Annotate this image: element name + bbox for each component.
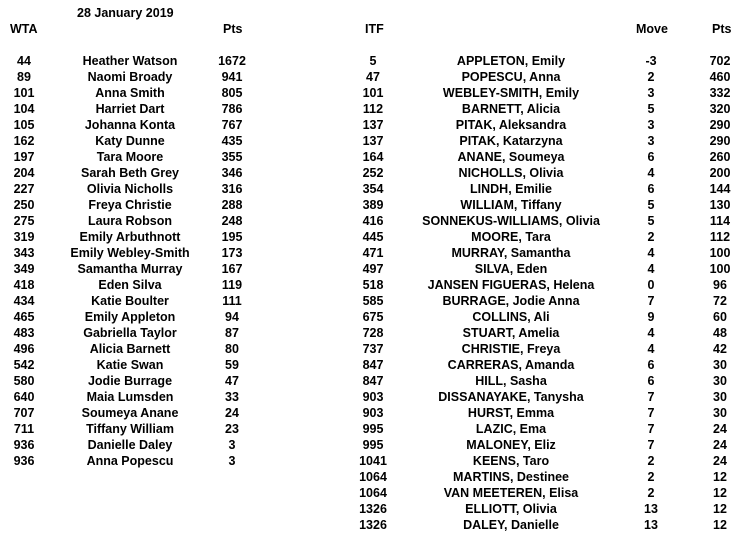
itf-table-row	[0, 133, 743, 149]
itf-table-row	[0, 405, 743, 421]
itf-rank-cell: 518	[362, 278, 384, 292]
itf-pts-cell: 100	[709, 246, 731, 260]
itf-name-cell: MARTINS, Destinee	[453, 470, 569, 484]
itf-table-row	[0, 213, 743, 229]
itf-name-cell: MURRAY, Samantha	[451, 246, 571, 260]
itf-move-cell: 2	[647, 230, 655, 244]
wta-pts-cell: 47	[225, 374, 239, 388]
itf-name-cell: ANANE, Soumeya	[457, 150, 565, 164]
itf-move-cell: 6	[647, 150, 655, 164]
itf-name-cell: PITAK, Katarzyna	[459, 134, 563, 148]
date-label: 28 January 2019	[77, 6, 174, 20]
wta-rank-cell: 44	[17, 54, 31, 68]
wta-pts-cell: 87	[225, 326, 239, 340]
wta-pts-cell: 3	[228, 438, 236, 452]
itf-move-cell: 7	[647, 438, 655, 452]
wta-pts-cell: 59	[225, 358, 239, 372]
wta-rank-cell: 465	[13, 310, 35, 324]
wta-name-cell: Sarah Beth Grey	[81, 166, 179, 180]
wta-name-cell: Jodie Burrage	[87, 374, 173, 388]
itf-move-cell: 3	[647, 86, 655, 100]
itf-name-cell: LAZIC, Ema	[475, 422, 547, 436]
itf-table-row	[0, 373, 743, 389]
itf-name-cell: DISSANAYAKE, Tanysha	[438, 390, 584, 404]
itf-name-cell: BURRAGE, Jodie Anna	[442, 294, 580, 308]
itf-rank-cell: 675	[362, 310, 384, 324]
itf-move-cell: 2	[647, 470, 655, 484]
itf-name-cell: DALEY, Danielle	[463, 518, 559, 532]
itf-pts-cell: 24	[713, 438, 727, 452]
wta-rank-cell: 483	[13, 326, 35, 340]
wta-name-cell: Emily Appleton	[84, 310, 176, 324]
itf-pts-cell: 130	[709, 198, 731, 212]
itf-move-cell: 13	[644, 518, 658, 532]
wta-pts-cell: 786	[221, 102, 243, 116]
wta-name-cell: Eden Silva	[98, 278, 162, 292]
wta-name-cell: Harriet Dart	[95, 102, 165, 116]
itf-name-cell: HILL, Sasha	[475, 374, 547, 388]
wta-pts-cell: 805	[221, 86, 243, 100]
itf-rank-cell: 354	[362, 182, 384, 196]
wta-rank-cell: 640	[13, 390, 35, 404]
itf-name-cell: MALONEY, Eliz	[466, 438, 556, 452]
wta-name-cell: Anna Popescu	[86, 454, 174, 468]
itf-table-row	[0, 341, 743, 357]
itf-rank-cell: 1326	[359, 518, 387, 532]
wta-rank-cell: 227	[13, 182, 35, 196]
wta-rank-cell: 101	[13, 86, 35, 100]
itf-rank-cell: 164	[362, 150, 384, 164]
itf-table-row	[0, 389, 743, 405]
itf-move-header: Move	[636, 22, 668, 36]
wta-rank-cell: 418	[13, 278, 35, 292]
itf-table-row	[0, 101, 743, 117]
itf-table-row	[0, 69, 743, 85]
itf-pts-cell: 42	[713, 342, 727, 356]
itf-table-row	[0, 229, 743, 245]
itf-table-row	[0, 501, 743, 517]
wta-name-cell: Johanna Konta	[84, 118, 176, 132]
itf-table-row	[0, 421, 743, 437]
itf-pts-cell: 200	[709, 166, 731, 180]
itf-name-cell: HURST, Emma	[467, 406, 555, 420]
wta-pts-cell: 355	[221, 150, 243, 164]
itf-pts-cell: 332	[709, 86, 731, 100]
itf-move-cell: -3	[645, 54, 657, 68]
itf-pts-cell: 460	[709, 70, 731, 84]
wta-pts-cell: 23	[225, 422, 239, 436]
itf-move-cell: 3	[647, 134, 655, 148]
itf-pts-cell: 320	[709, 102, 731, 116]
itf-move-cell: 6	[647, 182, 655, 196]
itf-name-cell: STUART, Amelia	[462, 326, 560, 340]
wta-rank-cell: 197	[13, 150, 35, 164]
itf-rank-cell: 101	[362, 86, 384, 100]
itf-table-row	[0, 293, 743, 309]
itf-move-cell: 0	[647, 278, 655, 292]
itf-rank-cell: 737	[362, 342, 384, 356]
itf-pts-cell: 260	[709, 150, 731, 164]
itf-name-cell: ELLIOTT, Olivia	[465, 502, 557, 516]
itf-table-row	[0, 197, 743, 213]
itf-move-cell: 7	[647, 422, 655, 436]
itf-name-cell: SILVA, Eden	[474, 262, 548, 276]
itf-table-row	[0, 309, 743, 325]
itf-name-cell: COLLINS, Ali	[472, 310, 550, 324]
itf-name-cell: JANSEN FIGUERAS, Helena	[427, 278, 595, 292]
wta-pts-cell: 33	[225, 390, 239, 404]
wta-name-cell: Alicia Barnett	[89, 342, 171, 356]
wta-pts-cell: 94	[225, 310, 239, 324]
itf-pts-cell: 290	[709, 118, 731, 132]
itf-rank-cell: 1041	[359, 454, 387, 468]
itf-table-row	[0, 85, 743, 101]
wta-pts-cell: 435	[221, 134, 243, 148]
itf-rank-cell: 903	[362, 390, 384, 404]
wta-pts-cell: 316	[221, 182, 243, 196]
itf-name-cell: MOORE, Tara	[471, 230, 551, 244]
itf-pts-cell: 30	[713, 374, 727, 388]
wta-rank-cell: 936	[13, 438, 35, 452]
wta-name-cell: Danielle Daley	[87, 438, 173, 452]
itf-move-cell: 2	[647, 454, 655, 468]
wta-name-cell: Tiffany William	[86, 422, 174, 436]
wta-pts-cell: 195	[221, 230, 243, 244]
wta-rank-cell: 711	[13, 422, 35, 436]
wta-pts-cell: 3	[228, 454, 236, 468]
wta-pts-cell: 767	[221, 118, 243, 132]
wta-rank-cell: 162	[13, 134, 35, 148]
itf-move-cell: 7	[647, 294, 655, 308]
itf-rank-cell: 112	[362, 102, 384, 116]
itf-move-cell: 9	[647, 310, 655, 324]
itf-pts-cell: 12	[713, 470, 727, 484]
itf-name-cell: SONNEKUS-WILLIAMS, Olivia	[422, 214, 600, 228]
wta-rank-cell: 105	[13, 118, 35, 132]
itf-move-cell: 4	[647, 326, 655, 340]
itf-table-row	[0, 165, 743, 181]
itf-table-row	[0, 325, 743, 341]
itf-rank-cell: 389	[362, 198, 384, 212]
itf-table-row	[0, 469, 743, 485]
itf-pts-cell: 24	[713, 454, 727, 468]
itf-table-row	[0, 277, 743, 293]
itf-rank-cell: 1326	[359, 502, 387, 516]
itf-pts-cell: 30	[713, 358, 727, 372]
itf-pts-cell: 24	[713, 422, 727, 436]
itf-move-cell: 4	[647, 262, 655, 276]
wta-rank-cell: 349	[13, 262, 35, 276]
wta-name-cell: Tara Moore	[96, 150, 164, 164]
wta-pts-cell: 173	[221, 246, 243, 260]
itf-rank-cell: 903	[362, 406, 384, 420]
wta-name-cell: Maia Lumsden	[86, 390, 174, 404]
wta-pts-cell: 167	[221, 262, 243, 276]
itf-rank-cell: 137	[362, 134, 384, 148]
wta-pts-cell: 346	[221, 166, 243, 180]
itf-rank-cell: 497	[362, 262, 384, 276]
wta-name-cell: Gabriella Taylor	[83, 326, 177, 340]
itf-rank-cell: 471	[362, 246, 384, 260]
itf-rank-cell: 47	[366, 70, 380, 84]
wta-rank-cell: 104	[13, 102, 35, 116]
itf-move-cell: 4	[647, 166, 655, 180]
wta-name-cell: Olivia Nicholls	[86, 182, 174, 196]
itf-pts-cell: 30	[713, 390, 727, 404]
wta-rank-cell: 542	[13, 358, 35, 372]
wta-name-cell: Heather Watson	[82, 54, 178, 68]
itf-rank-cell: 1064	[359, 486, 387, 500]
itf-table-row	[0, 357, 743, 373]
wta-name-cell: Naomi Broady	[87, 70, 173, 84]
itf-move-cell: 3	[647, 118, 655, 132]
wta-name-cell: Anna Smith	[95, 86, 165, 100]
itf-rank-cell: 1064	[359, 470, 387, 484]
wta-pts-cell: 1672	[218, 54, 246, 68]
itf-pts-cell: 702	[709, 54, 731, 68]
itf-rank-cell: 5	[369, 54, 377, 68]
itf-move-cell: 13	[644, 502, 658, 516]
itf-pts-cell: 48	[713, 326, 727, 340]
itf-name-cell: NICHOLLS, Olivia	[458, 166, 564, 180]
wta-rank-cell: 275	[13, 214, 35, 228]
itf-pts-cell: 290	[709, 134, 731, 148]
itf-name-cell: VAN MEETEREN, Elisa	[443, 486, 579, 500]
itf-name-cell: APPLETON, Emily	[456, 54, 566, 68]
itf-pts-header: Pts	[712, 22, 732, 36]
itf-pts-cell: 12	[713, 486, 727, 500]
itf-table-row	[0, 149, 743, 165]
wta-rank-cell: 434	[13, 294, 35, 308]
itf-pts-cell: 30	[713, 406, 727, 420]
wta-name-cell: Emily Webley-Smith	[70, 246, 190, 260]
itf-move-cell: 4	[647, 246, 655, 260]
itf-move-cell: 6	[647, 358, 655, 372]
wta-rank-cell: 707	[13, 406, 35, 420]
itf-move-cell: 5	[647, 198, 655, 212]
itf-move-cell: 6	[647, 374, 655, 388]
wta-rank-cell: 343	[13, 246, 35, 260]
wta-pts-cell: 941	[221, 70, 243, 84]
wta-rank-cell: 580	[13, 374, 35, 388]
itf-move-cell: 5	[647, 214, 655, 228]
wta-rank-cell: 496	[13, 342, 35, 356]
wta-name-cell: Laura Robson	[87, 214, 173, 228]
itf-pts-cell: 96	[713, 278, 727, 292]
itf-pts-cell: 114	[709, 214, 731, 228]
itf-pts-cell: 112	[709, 230, 731, 244]
wta-rank-cell: 250	[13, 198, 35, 212]
itf-rank-cell: 995	[362, 422, 384, 436]
itf-pts-cell: 144	[709, 182, 731, 196]
wta-pts-cell: 248	[221, 214, 243, 228]
itf-table-row	[0, 453, 743, 469]
itf-name-cell: CARRERAS, Amanda	[447, 358, 575, 372]
itf-pts-cell: 12	[713, 502, 727, 516]
itf-table-row	[0, 261, 743, 277]
wta-pts-cell: 80	[225, 342, 239, 356]
itf-name-cell: LINDH, Emilie	[470, 182, 552, 196]
wta-rank-cell: 89	[17, 70, 31, 84]
wta-name-cell: Samantha Murray	[77, 262, 183, 276]
itf-table-row	[0, 437, 743, 453]
itf-rank-cell: 445	[362, 230, 384, 244]
itf-name-cell: KEENS, Taro	[472, 454, 550, 468]
itf-pts-cell: 72	[713, 294, 727, 308]
itf-name-cell: BARNETT, Alicia	[461, 102, 561, 116]
itf-table-row	[0, 117, 743, 133]
itf-rank-cell: 847	[362, 358, 384, 372]
itf-name-cell: CHRISTIE, Freya	[461, 342, 561, 356]
itf-move-cell: 2	[647, 70, 655, 84]
itf-table-row	[0, 517, 743, 533]
itf-name-cell: WILLIAM, Tiffany	[460, 198, 562, 212]
wta-rank-cell: 319	[13, 230, 35, 244]
wta-name-cell: Katy Dunne	[95, 134, 165, 148]
wta-name-cell: Katie Swan	[96, 358, 164, 372]
wta-rank-header: WTA	[10, 22, 38, 36]
itf-rank-cell: 585	[362, 294, 384, 308]
wta-pts-cell: 24	[225, 406, 239, 420]
itf-rank-cell: 416	[362, 214, 384, 228]
wta-pts-cell: 111	[222, 294, 242, 308]
wta-rank-cell: 204	[13, 166, 35, 180]
itf-table-row	[0, 485, 743, 501]
itf-move-cell: 5	[647, 102, 655, 116]
itf-name-cell: POPESCU, Anna	[461, 70, 561, 84]
itf-pts-cell: 100	[709, 262, 731, 276]
itf-pts-cell: 60	[713, 310, 727, 324]
itf-table-row	[0, 181, 743, 197]
wta-pts-header: Pts	[223, 22, 243, 36]
itf-move-cell: 7	[647, 390, 655, 404]
itf-table-row	[0, 245, 743, 261]
itf-rank-header: ITF	[365, 22, 384, 36]
itf-rank-cell: 847	[362, 374, 384, 388]
itf-pts-cell: 12	[713, 518, 727, 532]
wta-name-cell: Katie Boulter	[91, 294, 169, 308]
wta-pts-cell: 288	[221, 198, 243, 212]
wta-name-cell: Emily Arbuthnott	[79, 230, 181, 244]
itf-move-cell: 4	[647, 342, 655, 356]
itf-name-cell: PITAK, Aleksandra	[455, 118, 567, 132]
itf-table-row	[0, 53, 743, 69]
wta-name-cell: Soumeya Anane	[81, 406, 179, 420]
itf-rank-cell: 728	[362, 326, 384, 340]
wta-pts-cell: 119	[221, 278, 243, 292]
itf-rank-cell: 137	[362, 118, 384, 132]
itf-move-cell: 2	[647, 486, 655, 500]
itf-rank-cell: 995	[362, 438, 384, 452]
wta-name-cell: Freya Christie	[88, 198, 172, 212]
wta-rank-cell: 936	[13, 454, 35, 468]
itf-move-cell: 7	[647, 406, 655, 420]
itf-name-cell: WEBLEY-SMITH, Emily	[442, 86, 580, 100]
itf-rank-cell: 252	[362, 166, 384, 180]
